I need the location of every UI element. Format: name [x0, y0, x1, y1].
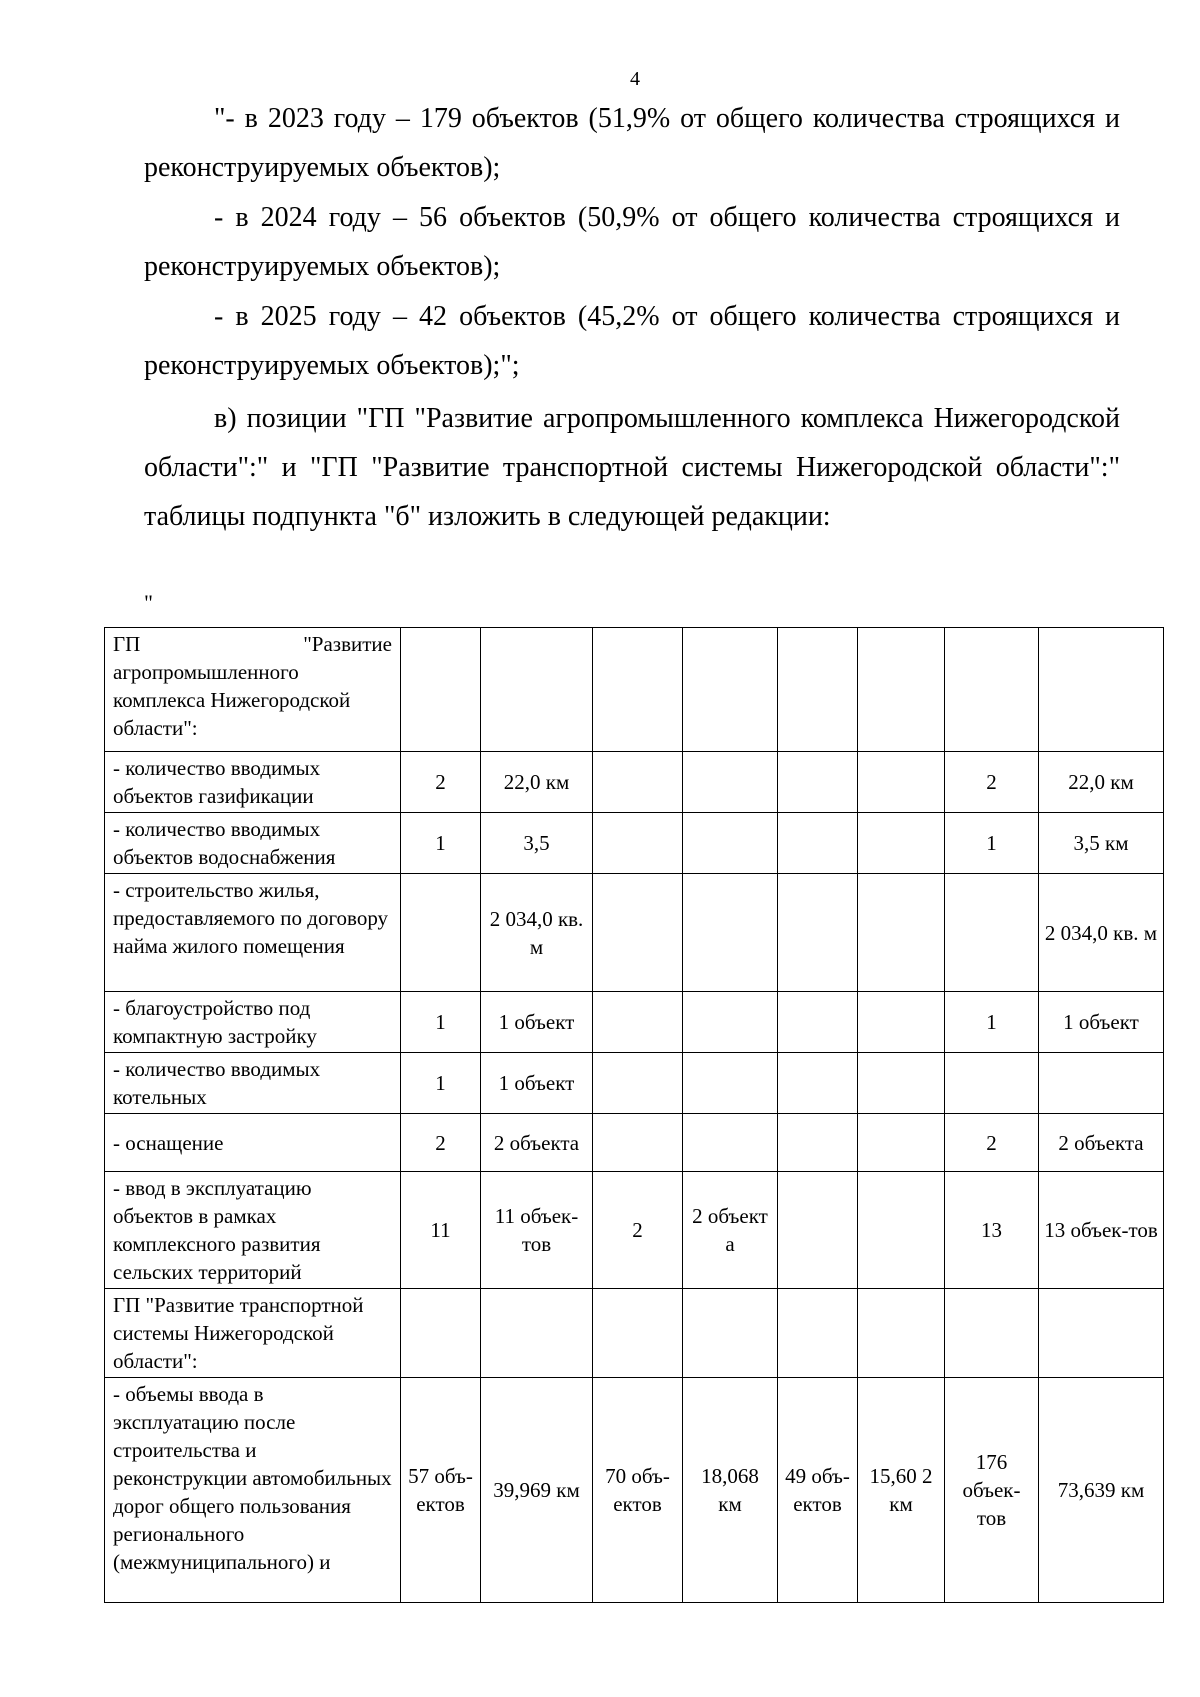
- table-cell: [683, 752, 778, 813]
- table-cell: [858, 1289, 945, 1378]
- table-cell: [858, 752, 945, 813]
- row-label: - ввод в эксплуатацию объектов в рамках комплексного развития сельских территорий: [105, 1172, 401, 1289]
- table-cell: [858, 628, 945, 752]
- table-cell: 22,0 км: [481, 752, 593, 813]
- table-cell: [778, 813, 858, 874]
- table-cell: 2 034,0 кв. м: [481, 874, 593, 992]
- table-cell: [593, 752, 683, 813]
- table-cell: [945, 628, 1039, 752]
- row-label: ГП "Развитие транспортной системы Нижегородской области":: [105, 1289, 401, 1378]
- table-cell: 2: [945, 752, 1039, 813]
- table-row: [105, 813, 1164, 874]
- table-cell: 2: [945, 1114, 1039, 1172]
- opening-quote: ": [144, 590, 153, 615]
- table-cell: 11: [401, 1172, 481, 1289]
- table-cell: [683, 813, 778, 874]
- row-label: - объемы ввода в эксплуатацию после строительства и реконструкции автомобильных дорог общего пользования регионального (межмуниципального) и: [105, 1378, 401, 1603]
- table-cell: 1: [945, 992, 1039, 1053]
- table-cell: 3,5 км: [1039, 813, 1164, 874]
- table-cell: 57 объ-ектов: [401, 1378, 481, 1603]
- table-cell: 2: [401, 1114, 481, 1172]
- table-cell: [858, 992, 945, 1053]
- table-cell: [683, 1289, 778, 1378]
- table-row: [105, 752, 1164, 813]
- table-row: [105, 1289, 1164, 1378]
- table-cell: [858, 1114, 945, 1172]
- table-cell: 2 объекта: [1039, 1114, 1164, 1172]
- table-row: [105, 1053, 1164, 1114]
- table-cell: [683, 992, 778, 1053]
- table-cell: 22,0 км: [1039, 752, 1164, 813]
- table-cell: 11 объек-тов: [481, 1172, 593, 1289]
- table-cell: [593, 1289, 683, 1378]
- table-cell: [778, 874, 858, 992]
- paragraph-amendment: в) позиции "ГП "Развитие агропромышленного комплекса Нижегородской области":" и "ГП "Развитие транспортной системы Нижегородской области":" таблицы подпункта "б" изложить в следующей редакции:: [144, 403, 1120, 532]
- table-cell: 1: [401, 992, 481, 1053]
- table-cell: 13: [945, 1172, 1039, 1289]
- data-table: [104, 627, 1164, 1603]
- table-cell: [593, 992, 683, 1053]
- table-cell: [778, 1114, 858, 1172]
- table-cell: [683, 1053, 778, 1114]
- table-cell: [778, 1053, 858, 1114]
- table-cell: [481, 1289, 593, 1378]
- table-cell: 13 объек-тов: [1039, 1172, 1164, 1289]
- page-number: 4: [630, 68, 640, 90]
- row-label: - количество вводимых котельных: [105, 1053, 401, 1114]
- table-cell: 73,639 км: [1039, 1378, 1164, 1603]
- table-cell: 1: [401, 813, 481, 874]
- row-label: ГП "Развитие агропромышленного комплекса Нижегородской области":: [105, 628, 401, 752]
- table-cell: 39,969 км: [481, 1378, 593, 1603]
- paragraph-2023: "- в 2023 году – 179 объектов (51,9% от общего количества строящихся и реконструируемых объектов);: [144, 103, 1120, 183]
- table-cell: [858, 1053, 945, 1114]
- table-row: [105, 874, 1164, 992]
- table-row: [105, 1114, 1164, 1172]
- table-cell: [593, 1053, 683, 1114]
- table-cell: 2 объекта: [481, 1114, 593, 1172]
- table-cell: [858, 813, 945, 874]
- table-cell: [778, 628, 858, 752]
- table-cell: [778, 752, 858, 813]
- table-row: [105, 992, 1164, 1053]
- table-cell: [778, 1172, 858, 1289]
- table-cell: 15,60 2 км: [858, 1378, 945, 1603]
- table-cell: 1: [401, 1053, 481, 1114]
- table-cell: [683, 874, 778, 992]
- table-cell: [593, 1114, 683, 1172]
- table-cell: [945, 874, 1039, 992]
- table-cell: [593, 874, 683, 992]
- table-cell: [1039, 1053, 1164, 1114]
- table-cell: 2: [401, 752, 481, 813]
- table-cell: [401, 1289, 481, 1378]
- table-cell: 49 объ-ектов: [778, 1378, 858, 1603]
- table-cell: 1 объект: [481, 1053, 593, 1114]
- table-cell: 2 объект а: [683, 1172, 778, 1289]
- table-cell: [1039, 1289, 1164, 1378]
- table-cell: 2: [593, 1172, 683, 1289]
- table-cell: [683, 1114, 778, 1172]
- table-cell: [481, 628, 593, 752]
- paragraph-2024: - в 2024 году – 56 объектов (50,9% от общего количества строящихся и реконструируемых объектов);: [144, 202, 1120, 282]
- paragraph-2025: - в 2025 году – 42 объектов (45,2% от общего количества строящихся и реконструируемых объектов);";: [144, 301, 1120, 381]
- table-cell: 18,068 км: [683, 1378, 778, 1603]
- table-cell: [401, 628, 481, 752]
- table-cell: 3,5: [481, 813, 593, 874]
- table-row: [105, 628, 1164, 752]
- table-cell: 2 034,0 кв. м: [1039, 874, 1164, 992]
- row-label: - строительство жилья, предоставляемого по договору найма жилого помещения: [105, 874, 401, 992]
- table-row: [105, 1378, 1164, 1603]
- table-cell: 176 объек-тов: [945, 1378, 1039, 1603]
- table-cell: [858, 874, 945, 992]
- table-cell: [945, 1289, 1039, 1378]
- table-cell: 70 объ-ектов: [593, 1378, 683, 1603]
- table-cell: 1 объект: [1039, 992, 1164, 1053]
- table-cell: [593, 628, 683, 752]
- row-label: - количество вводимых объектов газификации: [105, 752, 401, 813]
- table-cell: [858, 1172, 945, 1289]
- row-label: - количество вводимых объектов водоснабжения: [105, 813, 401, 874]
- table-cell: [778, 1289, 858, 1378]
- table-cell: 1: [945, 813, 1039, 874]
- table-cell: [683, 628, 778, 752]
- table-cell: [401, 874, 481, 992]
- table-cell: [1039, 628, 1164, 752]
- table-cell: [593, 813, 683, 874]
- table-cell: [945, 1053, 1039, 1114]
- row-label: - благоустройство под компактную застройку: [105, 992, 401, 1053]
- table-row: [105, 1172, 1164, 1289]
- table-cell: [778, 992, 858, 1053]
- row-label: - оснащение: [105, 1114, 401, 1172]
- table-cell: 1 объект: [481, 992, 593, 1053]
